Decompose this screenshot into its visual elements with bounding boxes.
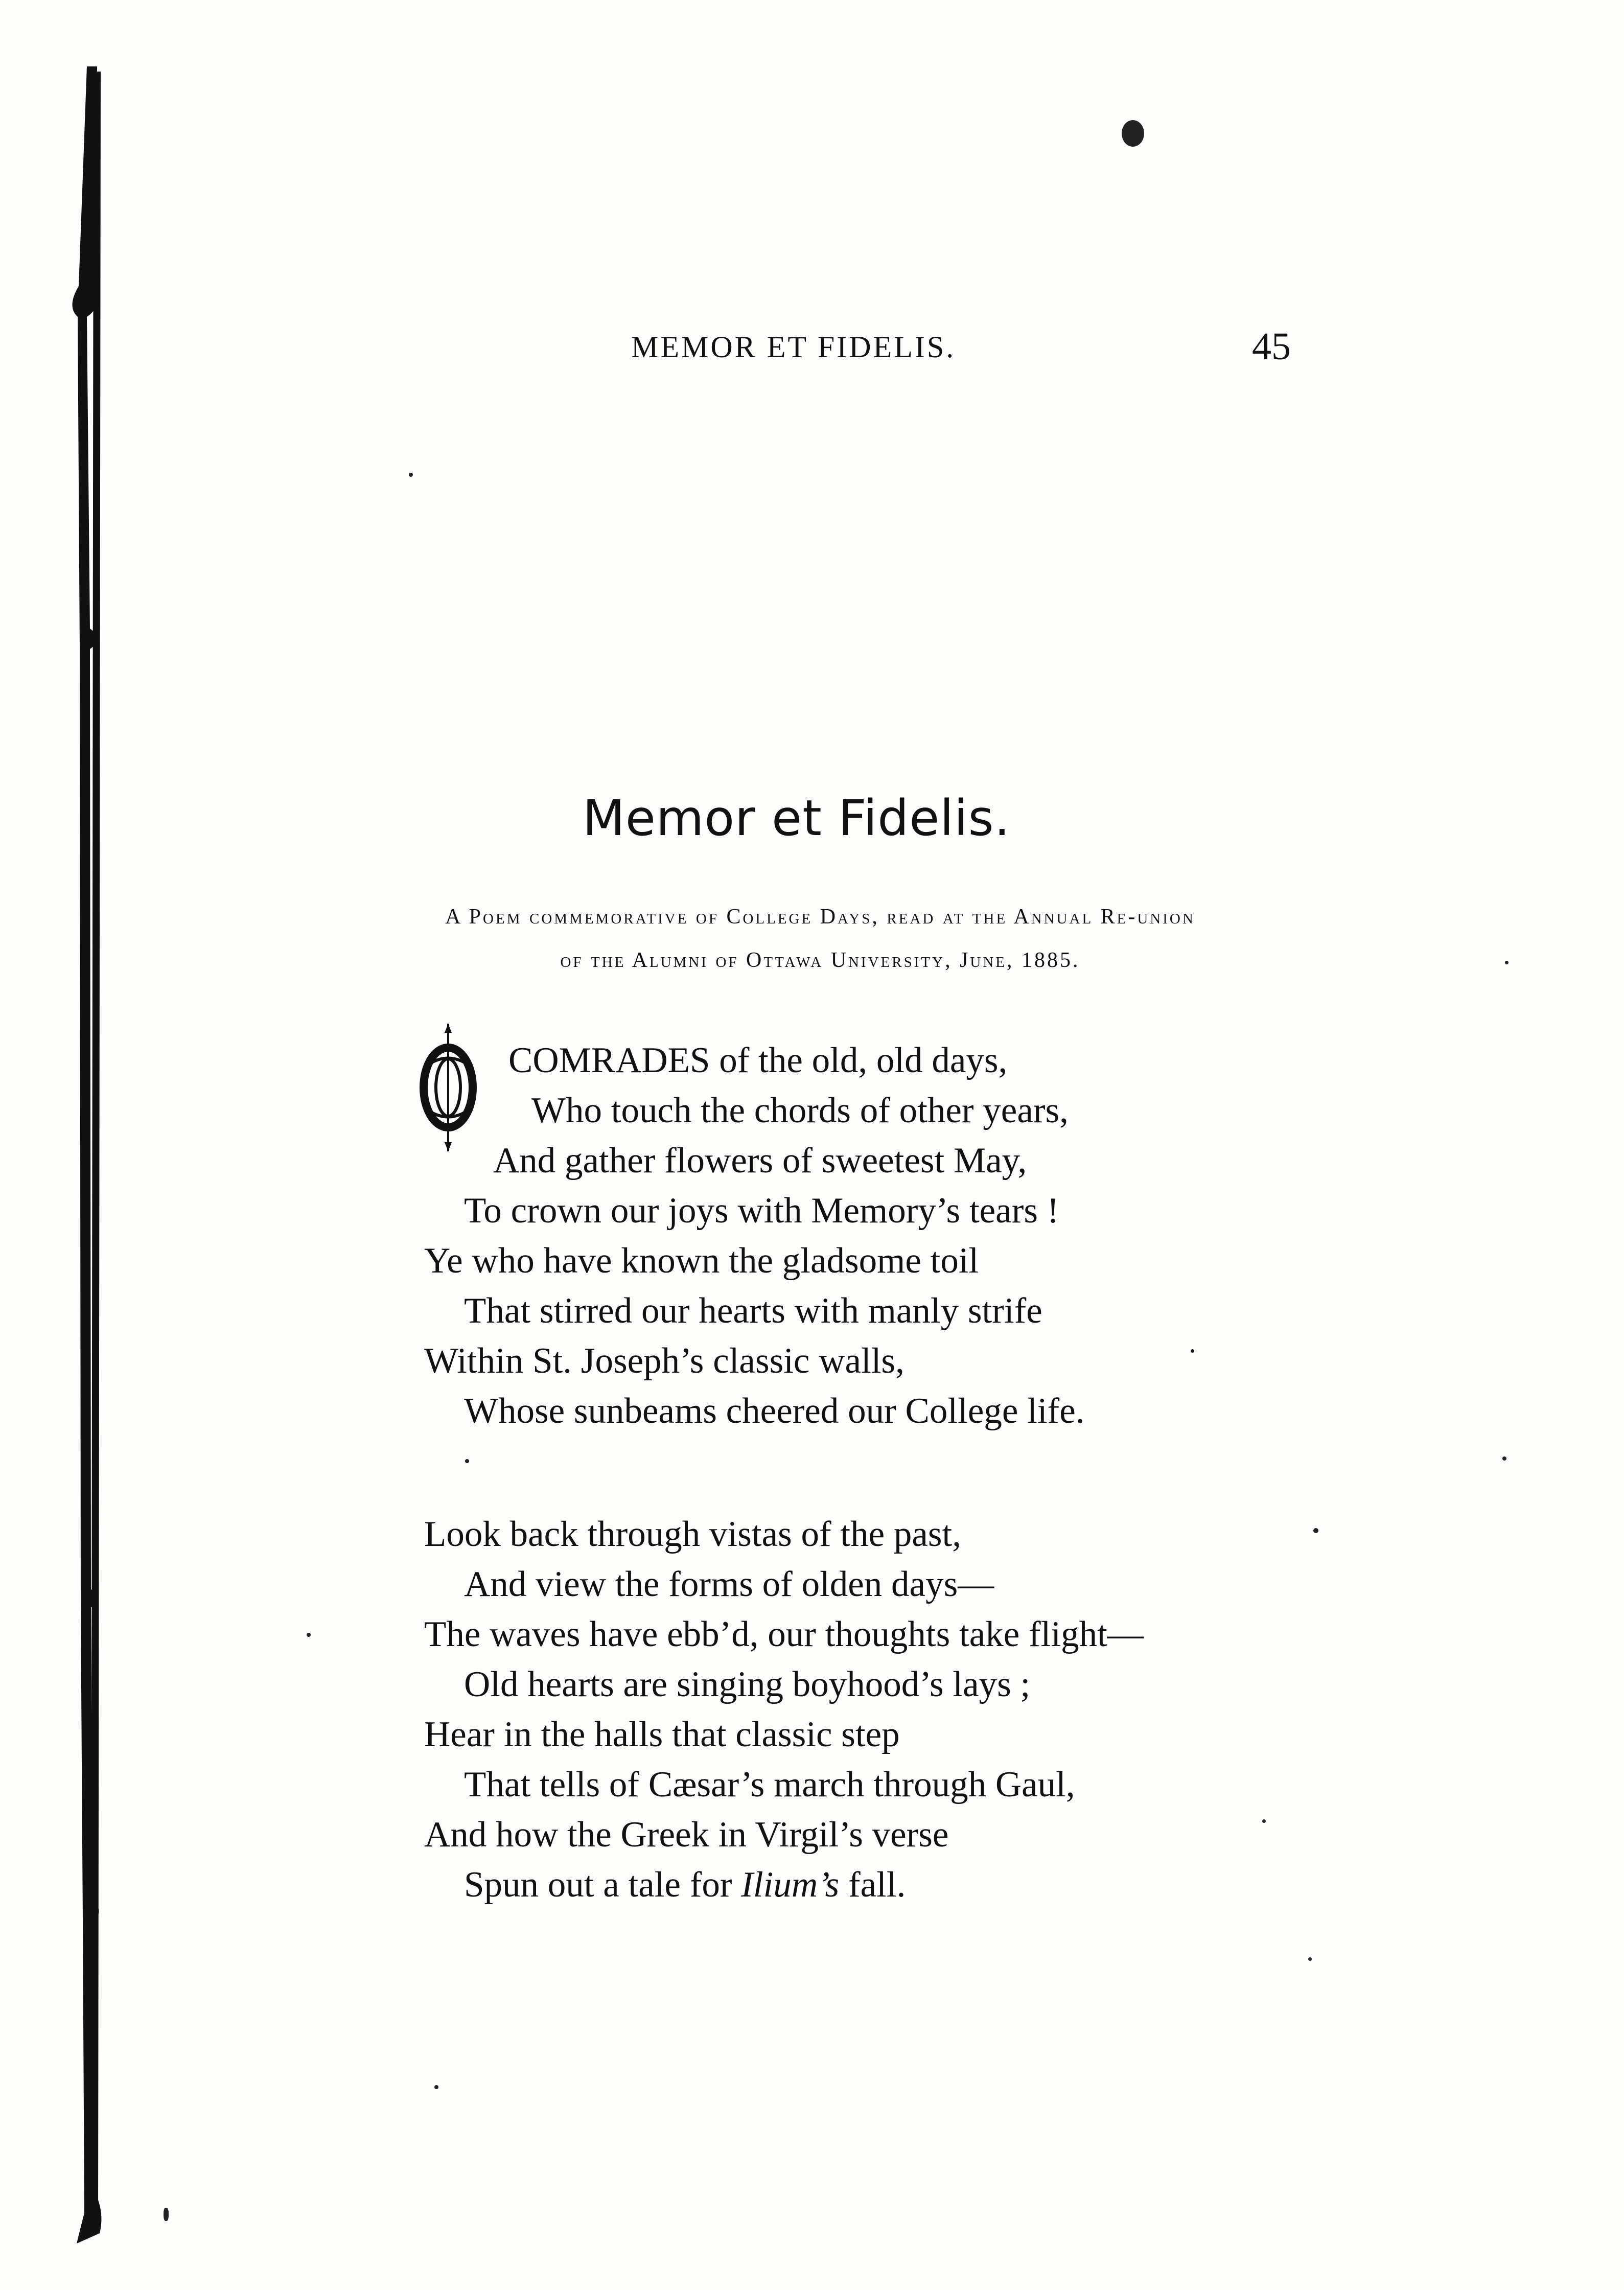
verse-line: To crown our joys with Memory’s tears ! (464, 1191, 1059, 1231)
verse-text: Spun out a tale for (464, 1865, 741, 1905)
drop-cap-ornament (418, 1024, 478, 1151)
verse-line: And how the Greek in Virgil’s verse (424, 1815, 949, 1855)
poem-title: Memor et Fidelis. (583, 790, 1011, 847)
scan-speck (434, 2085, 438, 2089)
poem-subtitle-line-1: A Poem commemorative of College Days, read at the Annual Re-union (445, 905, 1195, 929)
scan-speck (409, 473, 413, 477)
verse-line: And view the forms of olden days— (464, 1564, 994, 1604)
verse-italic-word: Ilium’s (741, 1865, 840, 1905)
verse-line: And gather flowers of sweetest May, (493, 1141, 1027, 1181)
scan-speck (465, 1459, 469, 1463)
scan-speck (307, 1633, 311, 1637)
scan-speck (1313, 1528, 1318, 1533)
verse-line: Whose sunbeams cheered our College life. (464, 1391, 1085, 1431)
scan-speck (1502, 1456, 1506, 1461)
verse-line: Who touch the chords of other years, (531, 1091, 1069, 1130)
scan-speck (164, 2208, 169, 2221)
scan-speck (1191, 1349, 1194, 1353)
verse-line: Ye who have known the gladsome toil (424, 1241, 979, 1281)
verse-line: Hear in the halls that classic step (424, 1715, 900, 1754)
scan-speck (1505, 961, 1509, 964)
verse-line: The waves have ebb’d, our thoughts take flight— (424, 1614, 1144, 1654)
poem-subtitle-line-2: of the Alumni of Ottawa University, June, 1885. (560, 949, 1080, 972)
verse-line (464, 1867, 906, 1903)
verse-line: That tells of Cæsar’s march through Gaul, (464, 1765, 1075, 1805)
scan-speck (1262, 1819, 1266, 1823)
scan-speck (1308, 1957, 1312, 1961)
scan-speck (1122, 120, 1144, 147)
running-header: MEMOR ET FIDELIS. (631, 330, 956, 364)
page-number: 45 (1252, 325, 1291, 368)
verse-line: COMRADES of the old, old days, (508, 1040, 1008, 1080)
verse-line: Within St. Joseph’s classic walls, (424, 1341, 904, 1381)
verse-text: fall. (839, 1865, 906, 1905)
verse-line: Old hearts are singing boyhood’s lays ; (464, 1664, 1031, 1704)
book-spine-edge (0, 0, 133, 2290)
verse-line: Look back through vistas of the past, (424, 1514, 961, 1554)
verse-line: That stirred our hearts with manly strife (464, 1291, 1042, 1331)
